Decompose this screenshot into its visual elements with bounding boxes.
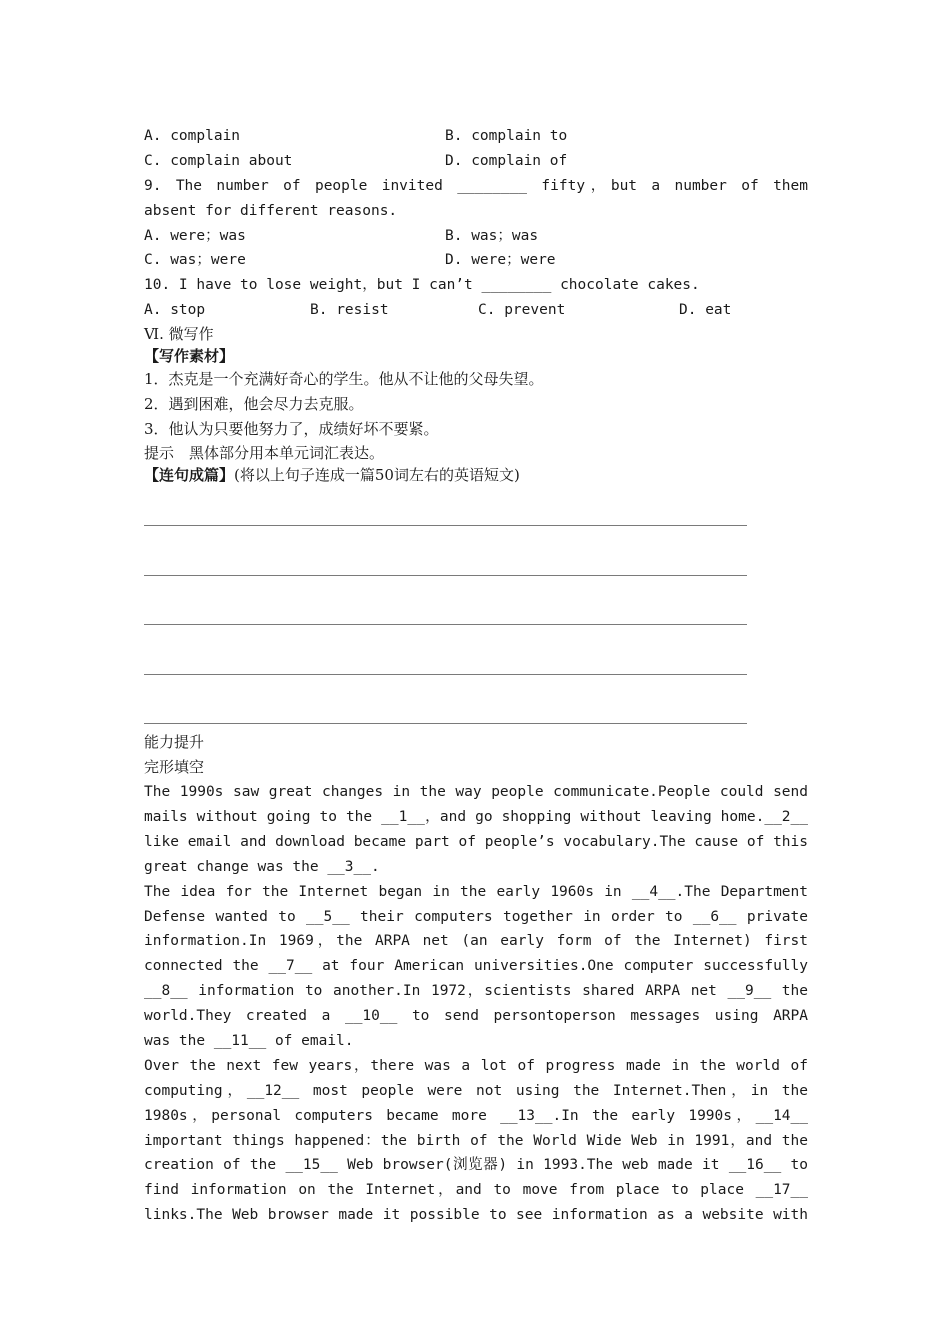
cloze-line: mails without going to the __1__，and go shopping without leaving home.__2__ xyxy=(144,808,808,825)
q10-option-b: B. resist xyxy=(310,302,389,319)
q8-options-row-2 xyxy=(144,149,808,174)
cloze-line: links.The Web browser made it possible to see information as a website with xyxy=(144,1207,808,1224)
q10-option-a: A. stop xyxy=(144,302,206,319)
q8-option-d: D. complain of xyxy=(445,152,568,169)
section-6-title: Ⅵ. 微写作 xyxy=(144,325,214,344)
q8-option-a: A. complain xyxy=(144,128,241,144)
q9-options-row-2 xyxy=(144,248,808,273)
worksheet-page xyxy=(144,124,808,1228)
cloze-line: The 1990s saw great changes in the way people communicate.People could send xyxy=(144,784,808,801)
answer-line[interactable] xyxy=(144,576,747,626)
q9-option-a: A. were；was xyxy=(144,227,246,244)
q9-options-row-1 xyxy=(144,224,808,249)
q8-option-c: C. complain about xyxy=(144,152,293,169)
cloze-line: information.In 1969，the ARPA net (an early form of the Internet) first xyxy=(144,933,808,950)
material-item-2: 2．遇到困难，他会尽力去克服。 xyxy=(144,395,364,414)
cloze-line: creation of the __15__ Web browser(浏览器) in 1993.The web made it __16__ to xyxy=(144,1157,808,1174)
q9-option-b: B. was；was xyxy=(445,227,539,244)
answer-lines xyxy=(144,477,808,725)
material-item-3: 3．他认为只要他努力了，成绩好坏不要紧。 xyxy=(144,419,439,438)
cloze-heading: 完形填空 xyxy=(144,758,205,777)
q9-stem-line-1: 9. The number of people invited ________ fifty，but a number of them xyxy=(144,177,808,194)
cloze-line: important things happened：the birth of the World Wide Web in 1991，and the xyxy=(144,1132,808,1149)
cloze-line: was the __11__ of email. xyxy=(144,1032,354,1049)
cloze-line: Defense wanted to __5__ their computers together in order to __6__ private xyxy=(144,908,808,925)
cloze-passage xyxy=(144,780,808,1228)
q10-stem: 10. I have to lose weight，but I can’t ________ chocolate cakes. xyxy=(144,277,700,294)
cloze-line: world.They created a __10__ to send persontoperson messages using ARPA xyxy=(144,1008,808,1025)
q10-options-row xyxy=(144,298,808,323)
cloze-line: __8__ information to another.In 1972，scientists shared ARPA net __9__ the xyxy=(144,983,808,1000)
cloze-line: connected the __7__ at four American universities.One computer successfully xyxy=(144,958,808,975)
q10-option-c: C. prevent xyxy=(478,302,566,319)
cloze-line: like email and download became part of people’s vocabulary.The cause of this xyxy=(144,833,808,850)
q9-option-c: C. was；were xyxy=(144,252,246,269)
cloze-line: 1980s，personal computers became more __13__.In the early 1990s，__14__ xyxy=(144,1107,808,1124)
q9-option-d: D. were；were xyxy=(445,252,556,269)
cloze-line: great change was the __3__. xyxy=(144,858,380,875)
q10-option-d: D. eat xyxy=(679,302,732,319)
q9-stem-line-2: absent for different reasons. xyxy=(144,202,398,219)
cloze-line: find information on the Internet，and to move from place to place __17__ xyxy=(144,1182,808,1199)
cloze-line: The idea for the Internet began in the early 1960s in __4__.The Department xyxy=(144,883,808,900)
answer-line[interactable] xyxy=(144,625,747,675)
q8-option-b: B. complain to xyxy=(445,128,568,144)
q8-options-row-1 xyxy=(144,124,808,149)
cloze-line: computing，__12__ most people were not using the Internet.Then，in the xyxy=(144,1082,808,1099)
compose-note: (将以上句子连成一篇50词左右的英语短文) xyxy=(234,465,520,484)
ability-heading: 能力提升 xyxy=(144,733,205,752)
hint-text: 提示 黑体部分用本单元词汇表达。 xyxy=(144,443,385,462)
material-item-1: 1．杰克是一个充满好奇心的学生。他从不让他的父母失望。 xyxy=(144,370,544,389)
cloze-line: Over the next few years，there was a lot of progress made in the world of xyxy=(144,1057,808,1074)
compose-label: 【连句成篇】 xyxy=(144,465,235,484)
writing-material-label: 【写作素材】 xyxy=(144,347,235,366)
answer-line[interactable] xyxy=(144,675,747,725)
answer-line[interactable] xyxy=(144,526,747,576)
